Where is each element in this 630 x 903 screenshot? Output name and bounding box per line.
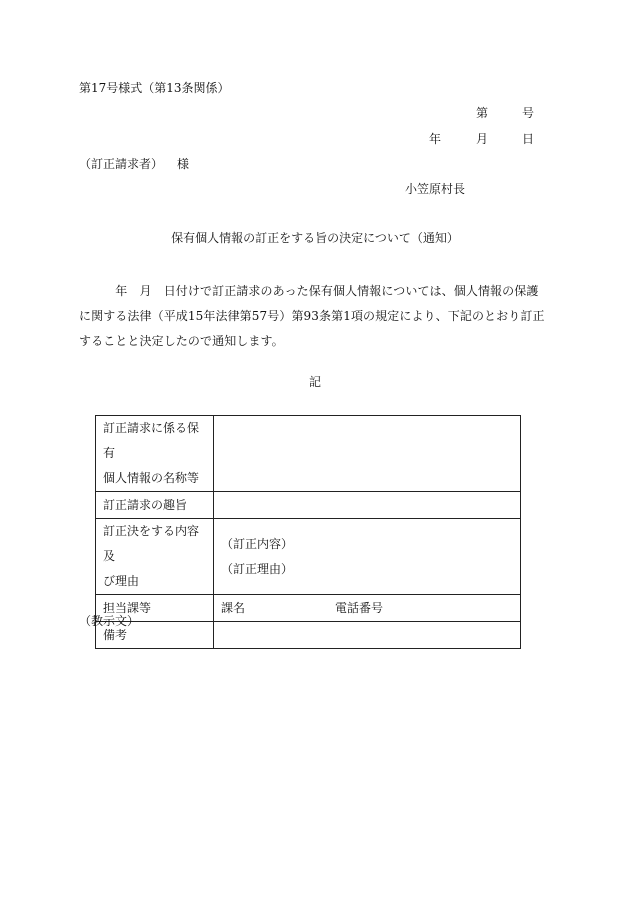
row-label-line: 担当課等 (103, 600, 152, 615)
ki-heading: 記 (308, 375, 321, 389)
document-title: 保有個人情報の訂正をする旨の決定について（通知） (171, 231, 459, 245)
date-year-label: 年 (429, 132, 442, 146)
row-label-line: び理由 (103, 574, 140, 588)
row-label-line: 訂正請求に係る保有 (103, 421, 200, 460)
row-value (214, 595, 521, 622)
table-row (96, 595, 521, 622)
honorific: 様 (177, 157, 190, 171)
row-label (96, 519, 214, 595)
table-row (96, 622, 521, 649)
table-row (96, 519, 521, 595)
row-value (214, 519, 521, 595)
row-value (214, 492, 521, 519)
row-label (96, 492, 214, 519)
row-value (214, 416, 521, 492)
row-label-line: 訂正決をする内容及 (103, 524, 200, 563)
document-number-label-go: 号 (522, 106, 535, 120)
date-day-label: 日 (522, 132, 535, 146)
instruction-note: （教示文） (79, 614, 140, 628)
table-row (96, 492, 521, 519)
details-table (95, 415, 521, 649)
form-number: 第17号様式（第13条関係） (79, 81, 230, 95)
requester-line (79, 158, 189, 170)
table-row (96, 416, 521, 492)
requester-label: （訂正請求者） (79, 157, 164, 171)
row-label-line: 個人情報の名称等 (103, 471, 200, 485)
section-name-label: 課名 (221, 600, 246, 615)
row-label-line: 訂正請求の趣旨 (103, 497, 188, 512)
phone-number-label: 電話番号 (335, 600, 384, 615)
date-month-label: 月 (476, 132, 489, 146)
row-label-line: 備考 (103, 627, 128, 642)
row-value (214, 622, 521, 649)
correction-reason-label: （訂正理由） (221, 561, 294, 576)
body-paragraph: 年 月 日付けで訂正請求のあった保有個人情報については、個人情報の保護に関する法律（平成15年法律第57号）第93条第1項の規定により、下記のとおり訂正することと決定したので通知します。 (79, 284, 545, 348)
correction-content-label: （訂正内容） (221, 536, 294, 551)
issuer-name: 小笠原村長 (405, 182, 466, 196)
row-label (96, 416, 214, 492)
document-number-label-dai: 第 (476, 106, 489, 120)
